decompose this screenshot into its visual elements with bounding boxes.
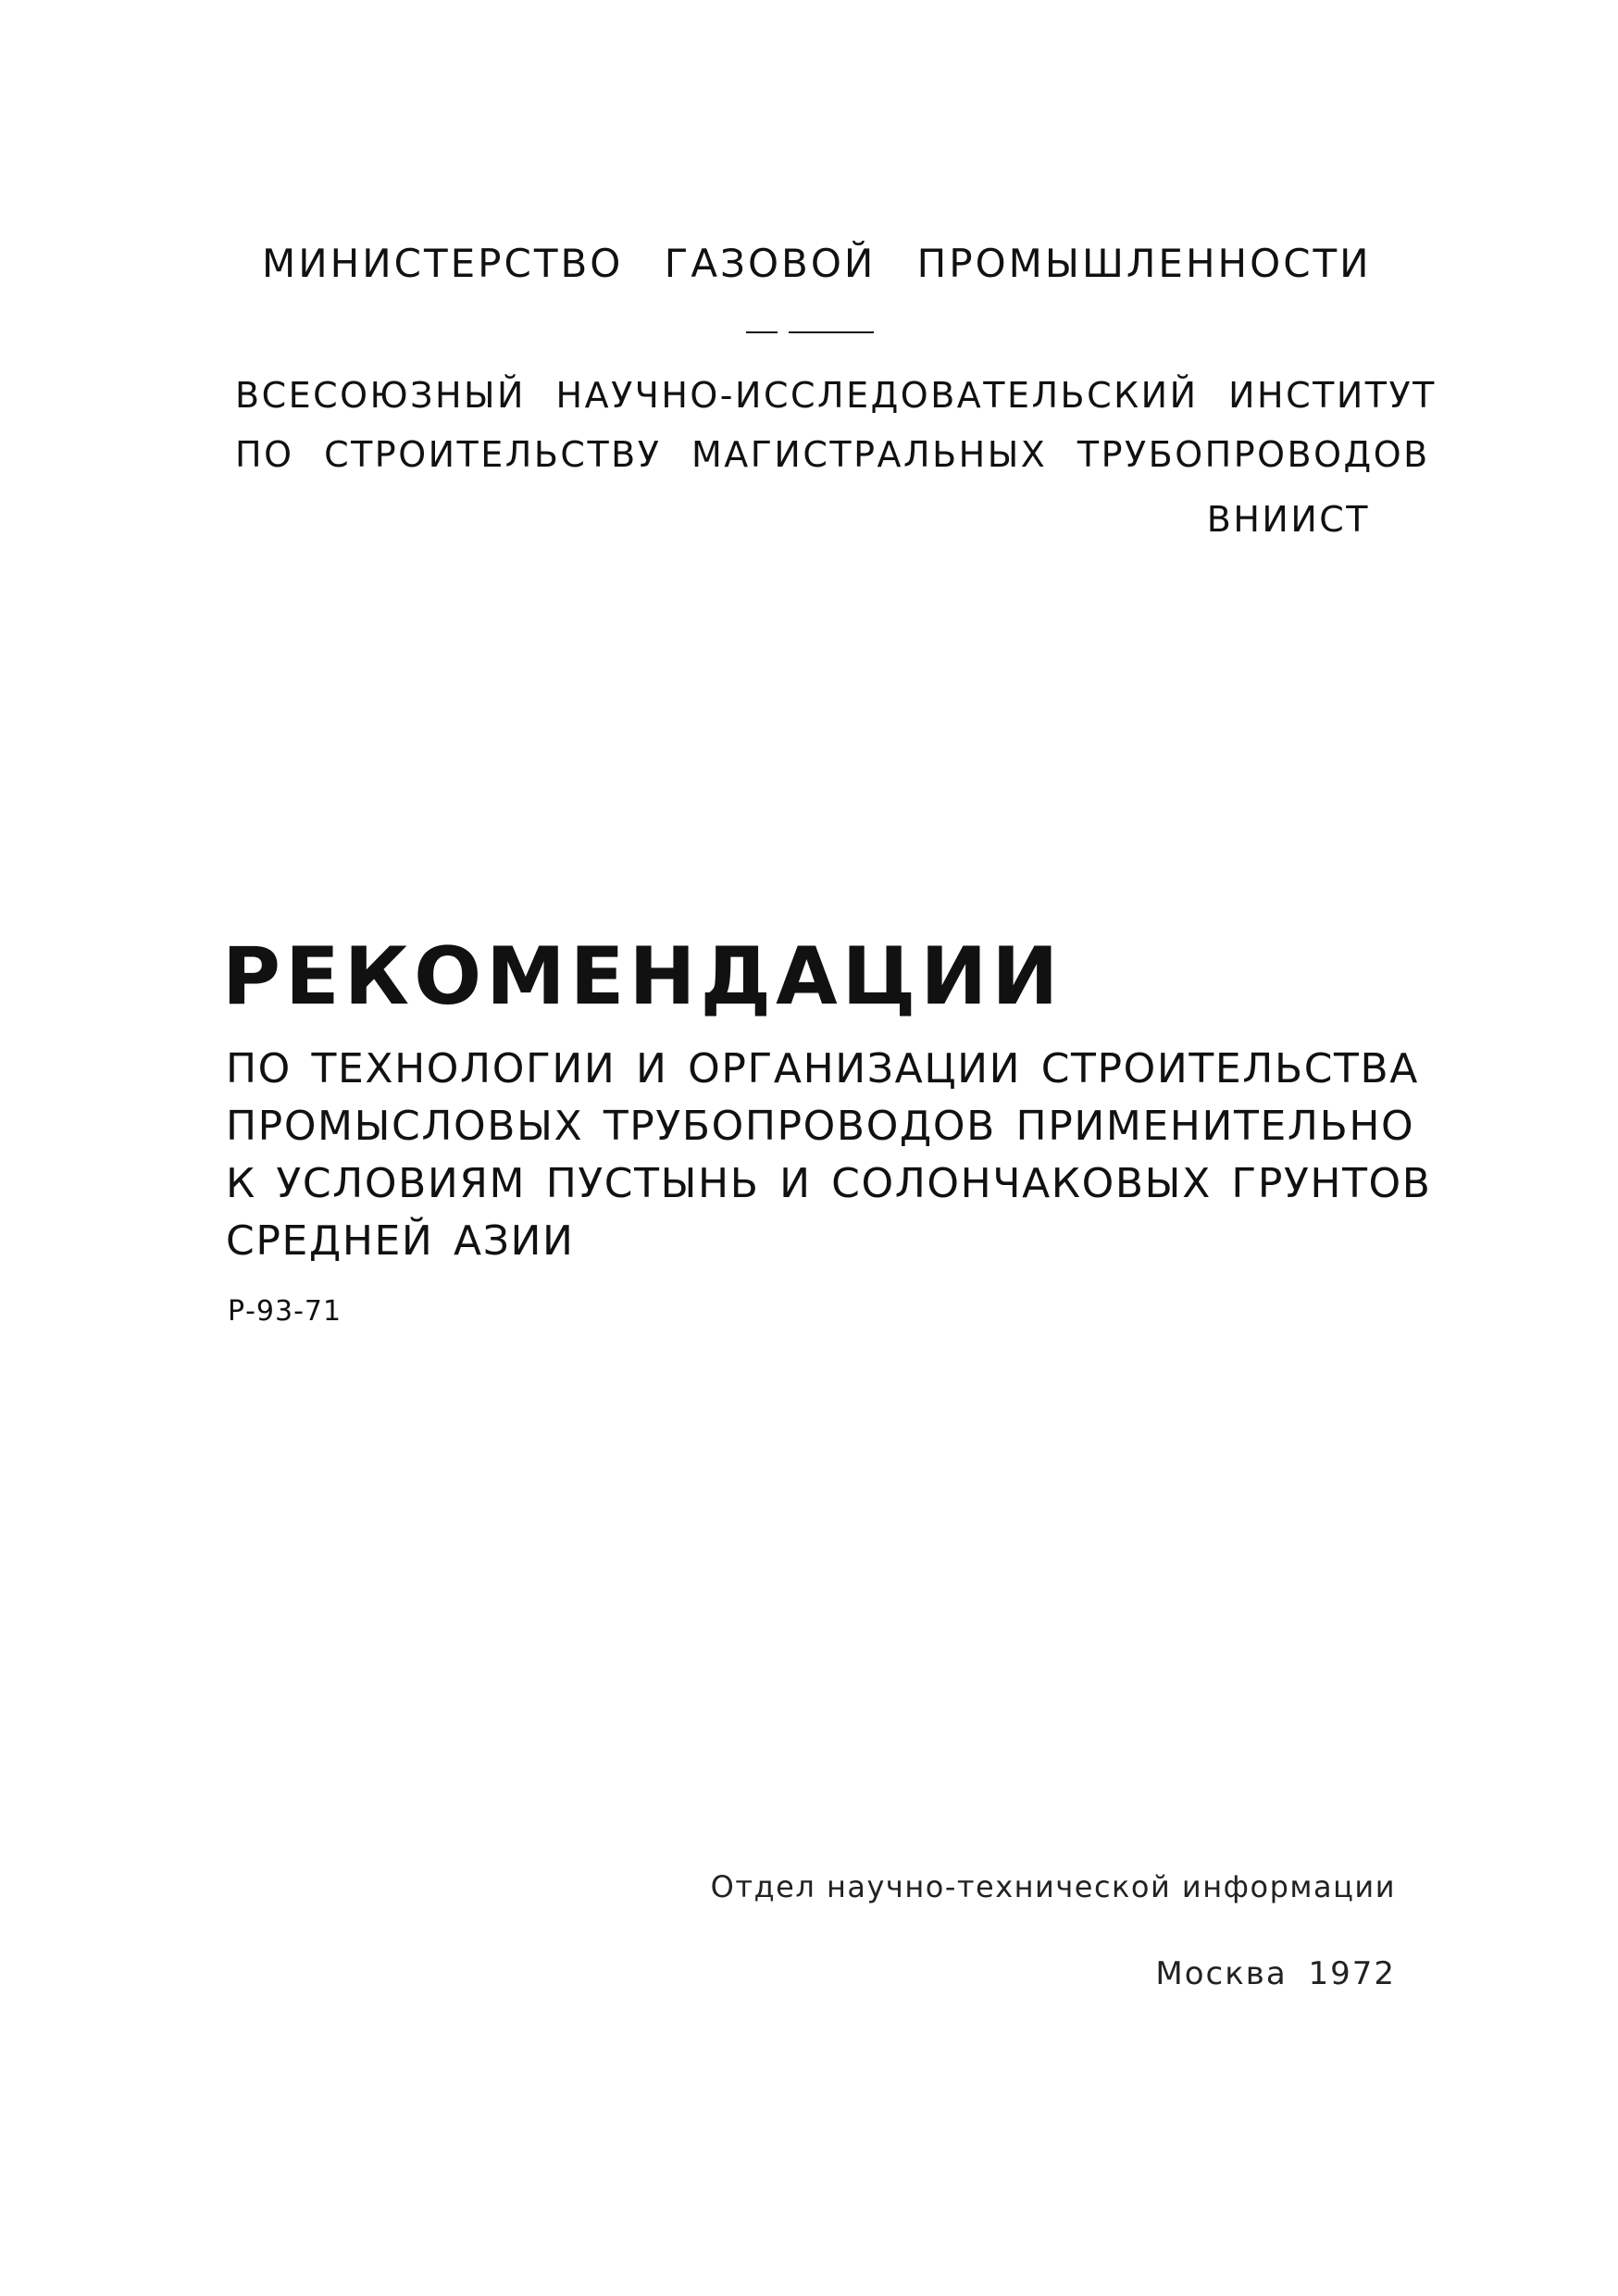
institute-name-line-2: ПО СТРОИТЕЛЬСТВУ МАГИСТРАЛЬНЫХ ТРУБОПРОВОДОВ xyxy=(235,434,1430,475)
ministry-heading: МИНИСТЕРСТВО ГАЗОВОЙ ПРОМЫШЛЕННОСТИ xyxy=(262,241,1372,286)
document-subtitle xyxy=(226,1041,1432,1270)
divider-dash-short xyxy=(746,331,778,333)
document-title: РЕКОМЕНДАЦИИ xyxy=(222,930,1064,1023)
document-code: Р-93-71 xyxy=(228,1295,342,1328)
subtitle-line: СРЕДНЕЙ АЗИИ xyxy=(226,1217,575,1265)
subtitle-line: К УСЛОВИЯМ ПУСТЫНЬ И СОЛОНЧАКОВЫХ ГРУНТОВ xyxy=(226,1160,1432,1207)
divider-dash-long xyxy=(789,331,874,333)
publication-city-year: Москва 1972 xyxy=(1155,1955,1396,1992)
subtitle-line: ПРОМЫСЛОВЫХ ТРУБОПРОВОДОВ ПРИМЕНИТЕЛЬНО xyxy=(226,1103,1415,1150)
subtitle-line: ПО ТЕХНОЛОГИИ И ОРГАНИЗАЦИИ СТРОИТЕЛЬСТВА xyxy=(226,1045,1420,1092)
publisher-department: Отдел научно-технической информации xyxy=(710,1869,1396,1904)
institute-name-line-1: ВСЕСОЮЗНЫЙ НАУЧНО-ИССЛЕДОВАТЕЛЬСКИЙ ИНСТИТУТ xyxy=(235,375,1437,416)
institute-abbreviation: ВНИИСТ xyxy=(1206,499,1370,540)
